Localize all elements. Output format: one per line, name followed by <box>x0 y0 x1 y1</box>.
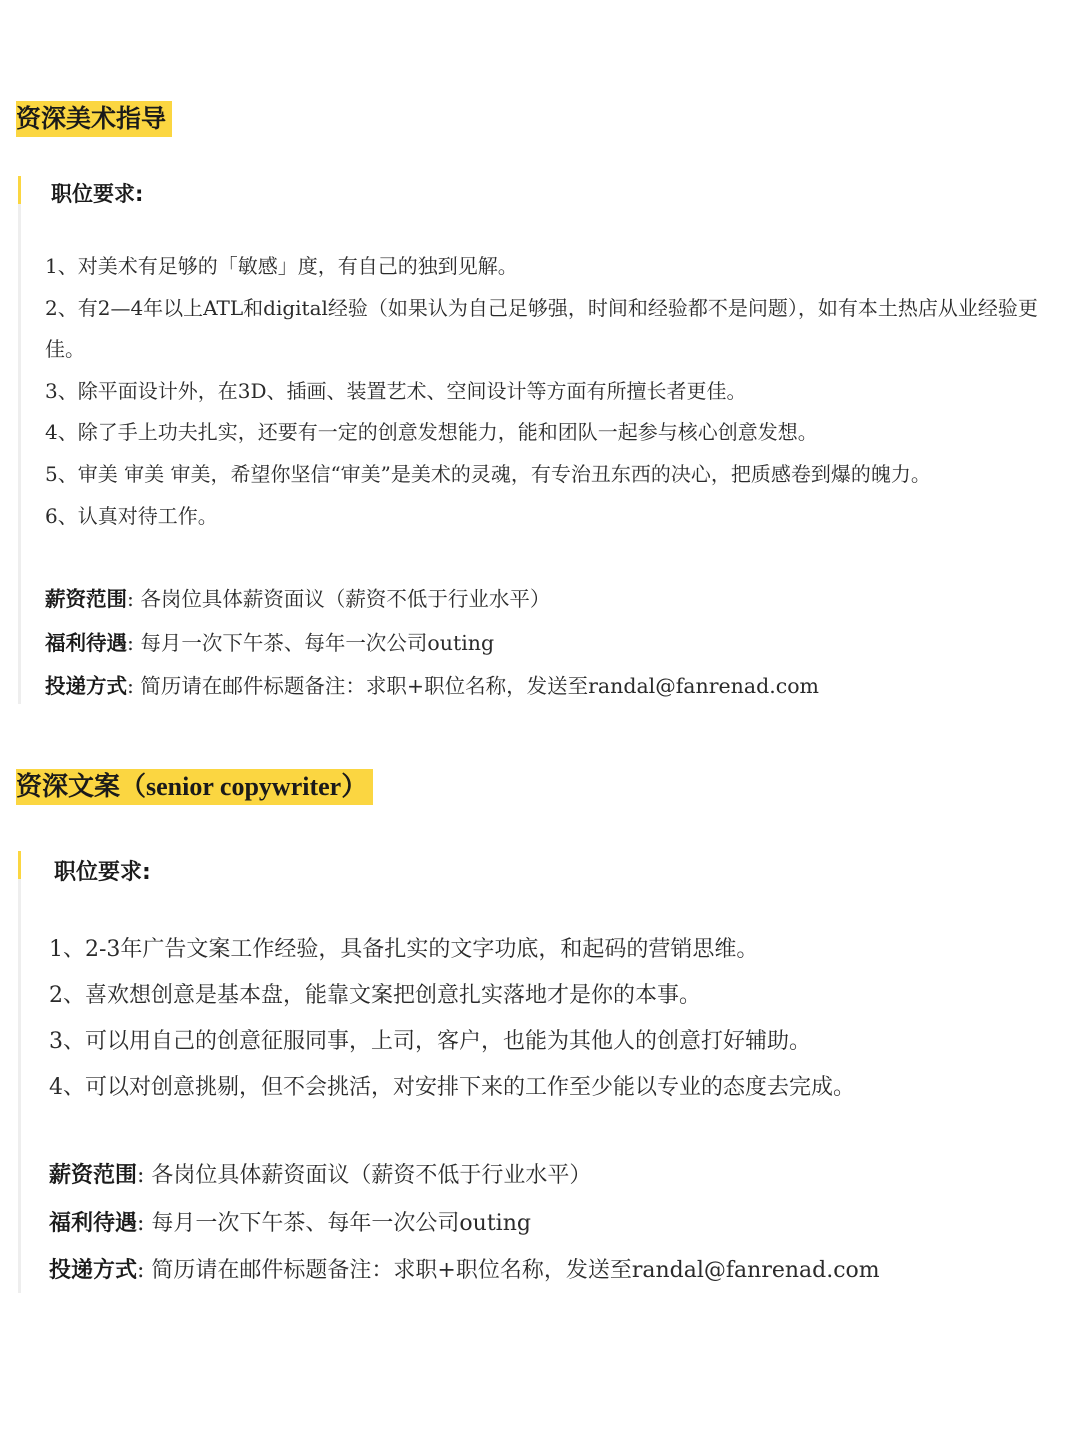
salary-value: : 各岗位具体薪资面议（薪资不低于行业水平） <box>127 587 551 611</box>
requirement-item: 6、认真对待工作。 <box>45 503 218 528</box>
job-title <box>16 769 373 805</box>
salary-row <box>49 1152 880 1200</box>
requirement-item: 1、2-3年广告文案工作经验，具备扎实的文字功底，和起码的营销思维。 <box>49 937 759 962</box>
benefits-value: : 每月一次下午茶、每年一次公司outing <box>127 630 495 655</box>
job-title <box>16 101 172 137</box>
apply-label: 投递方式 <box>45 674 127 698</box>
requirements-list <box>45 246 1055 537</box>
requirements-list <box>49 927 1059 1111</box>
apply-row <box>45 665 819 709</box>
salary-label: 薪资范围 <box>45 587 127 611</box>
salary-label: 薪资范围 <box>49 1163 138 1188</box>
benefits-row <box>49 1200 880 1248</box>
apply-value: : 简历请在邮件标题备注：求职+职位名称，发送至randal@fanrenad.com <box>127 674 819 698</box>
job-info <box>49 1152 880 1295</box>
job-title-en: （senior copywriter） <box>120 772 368 801</box>
accent-bar <box>18 851 21 879</box>
apply-label: 投递方式 <box>49 1258 138 1283</box>
job-title-cn: 资深美术指导 <box>16 104 167 133</box>
job-detail-block <box>18 851 880 1293</box>
benefits-value: : 每月一次下午茶、每年一次公司outing <box>137 1210 531 1236</box>
job-info <box>45 578 819 709</box>
salary-value: : 各岗位具体薪资面议（薪资不低于行业水平） <box>137 1163 592 1188</box>
requirement-item: 5、审美 审美 审美，希望你坚信“审美”是美术的灵魂，有专治丑东西的决心，把质感卷到爆的魄力。 <box>45 461 931 486</box>
job-detail-block <box>18 176 1038 704</box>
requirement-item: 4、可以对创意挑剔，但不会挑活，对安排下来的工作至少能以专业的态度去完成。 <box>49 1075 855 1100</box>
requirement-item: 3、可以用自己的创意征服同事，上司，客户，也能为其他人的创意打好辅助。 <box>49 1029 811 1054</box>
requirements-heading: 职位要求: <box>54 860 151 885</box>
accent-bar <box>18 176 21 204</box>
requirement-item: 4、除了手上功夫扎实，还要有一定的创意发想能力，能和团队一起参与核心创意发想。 <box>45 420 818 445</box>
requirements-heading: 职位要求: <box>51 182 144 206</box>
job-title-cn: 资深文案 <box>16 772 121 802</box>
benefits-label: 福利待遇 <box>49 1210 138 1236</box>
requirement-item: 2、喜欢想创意是基本盘，能靠文案把创意扎实落地才是你的本事。 <box>49 983 701 1008</box>
benefits-row <box>45 622 819 666</box>
benefits-label: 福利待遇 <box>45 630 127 655</box>
apply-value: : 简历请在邮件标题备注：求职+职位名称，发送至randal@fanrenad.com <box>137 1258 880 1283</box>
requirement-item: 1、对美术有足够的「敏感」度，有自己的独到见解。 <box>45 254 518 278</box>
salary-row <box>45 578 819 622</box>
apply-row <box>49 1247 880 1295</box>
requirement-item: 2、有2—4年以上ATL和digital经验（如果认为自己足够强，时间和经验都不是问题），如有本土热店从业经验更佳。 <box>45 295 1038 362</box>
requirement-item: 3、除平面设计外，在3D、插画、装置艺术、空间设计等方面有所擅长者更佳。 <box>45 378 747 403</box>
